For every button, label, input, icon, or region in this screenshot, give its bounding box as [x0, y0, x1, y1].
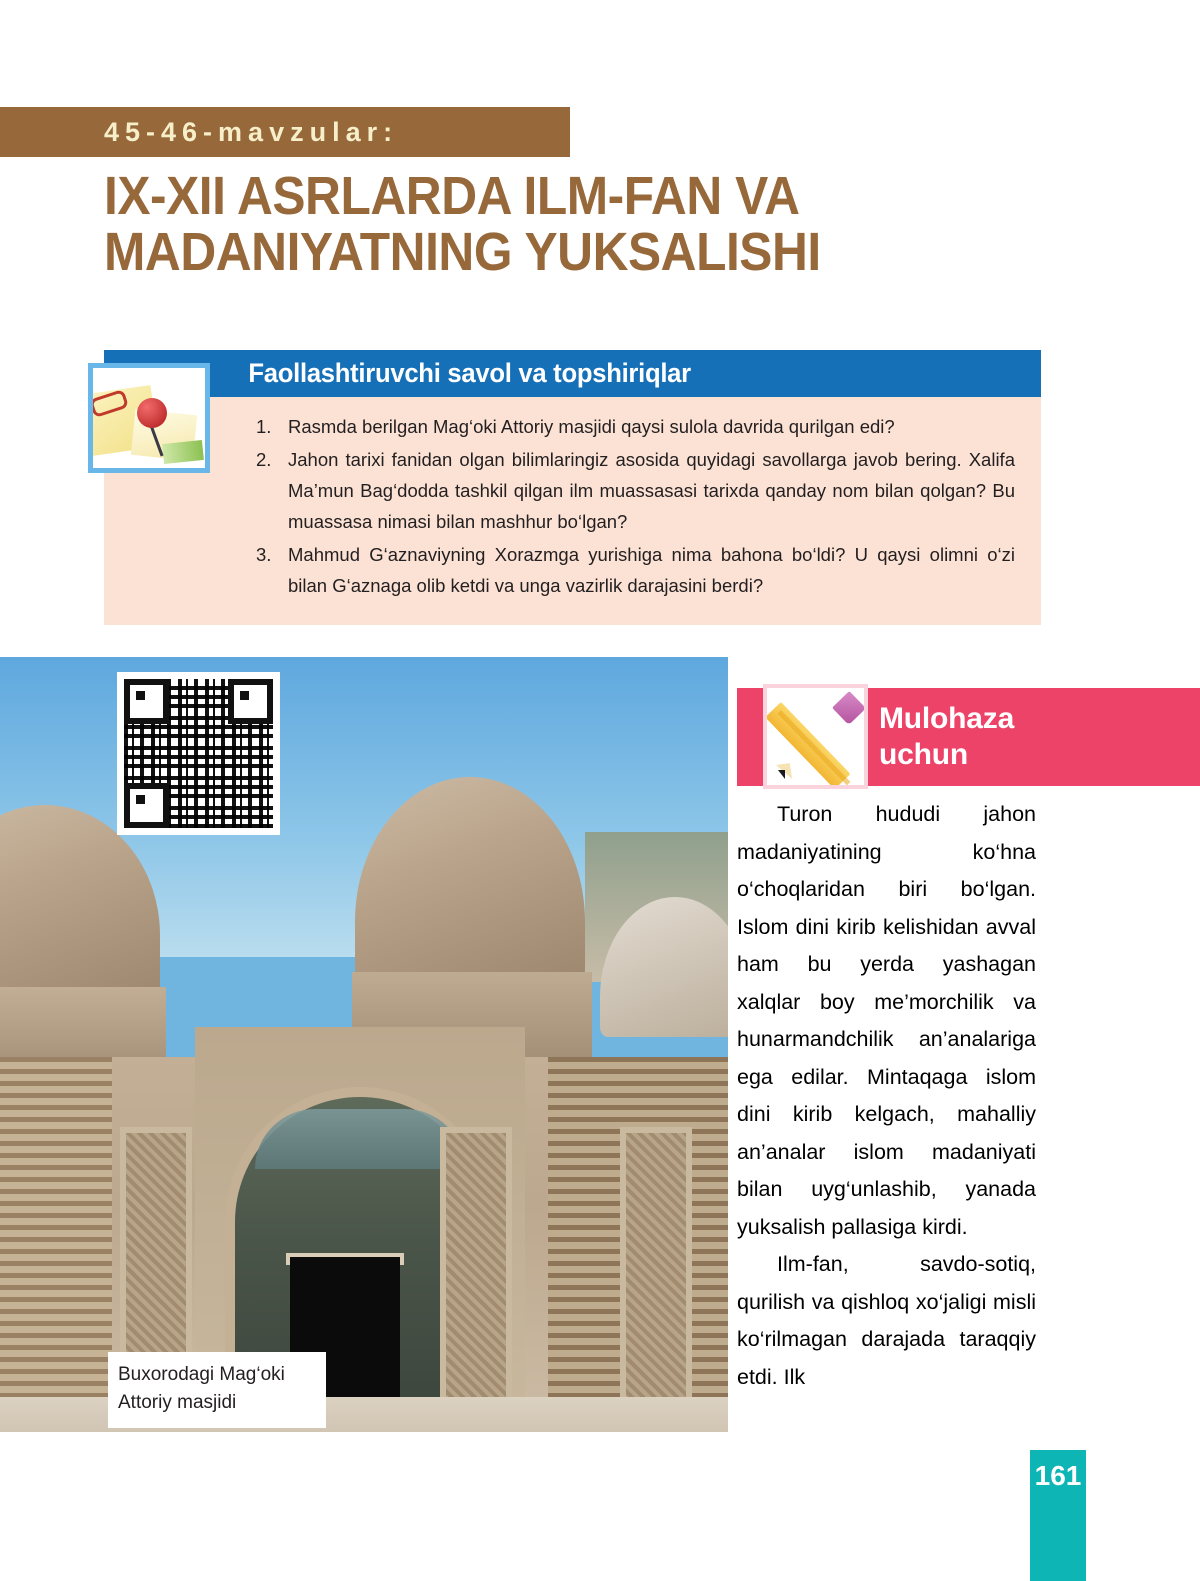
pencil-lead	[778, 770, 785, 779]
qr-finder-top-right	[228, 679, 273, 724]
pushpin-icon	[137, 398, 167, 428]
question-text: Jahon tarixi fanidan olgan bilimlaringiz asosida quyidagi savollarga javob bering. Xalifa Ma’mun Bag‘dodda tashkil qilgan ilm muassasasi tarixda qanday nom bilan qolgan? Bu muassasa nimasi bilan mashhur bo‘lgan?	[288, 449, 1015, 532]
question-text: Mahmud G‘aznaviyning Xorazmga yurishiga nima bahona bo‘ldi? U qaysi olimni o‘zi bilan G‘aznaga olib ketdi va unga vazirlik darajasini berdi?	[288, 544, 1015, 596]
decorative-panel	[620, 1127, 692, 1417]
reflection-body	[737, 796, 1036, 1396]
page-title-line-1: IX-XII ASRLARDA ILM-FAN VA	[104, 166, 800, 226]
page-number: 161	[1034, 1460, 1082, 1491]
sticky-note-shape	[162, 440, 204, 464]
list-item	[256, 539, 1015, 601]
decorative-panel	[440, 1127, 512, 1417]
question-number: 3.	[256, 544, 272, 565]
question-number: 1.	[256, 416, 272, 437]
qr-code-icon[interactable]	[117, 672, 280, 835]
topic-banner-label: 45-46-mavzular:	[104, 116, 399, 147]
list-item	[256, 411, 1015, 442]
mosque-photo	[0, 657, 728, 1432]
activation-header-title: Faollashtiruvchi savol va topshiriqlar	[248, 358, 691, 388]
arch-inscription-band	[255, 1109, 465, 1169]
list-item	[256, 444, 1015, 537]
qr-finder-top-left	[124, 679, 169, 724]
reflection-title-line-1: Mulohaza	[879, 702, 1015, 735]
activation-header	[104, 350, 1041, 397]
paragraph: Turon hududi jahon madaniyatining ko‘hna o‘choqlaridan biri bo‘lgan. Islom dini kirib kelishidan avval ham bu yerda yashagan xalqlar boy me’morchilik va hunarmandchilik an’analariga ega edilar. Mintaqaga islom dini kirib kelgach, mahalliy an’analar islom madaniyati bilan uyg‘unlashib, yanada yuksalish pallasiga kirdi.	[737, 802, 1036, 1239]
paragraph: Ilm-fan, savdo-sotiq, qurilish va qishloq xo‘jaligi misli ko‘rilmagan darajada taraqqiy etdi. Ilk	[737, 1252, 1036, 1389]
question-number: 2.	[256, 449, 272, 470]
question-text: Rasmda berilgan Mag‘oki Attoriy masjidi qaysi sulola davrida qurilgan edi?	[288, 416, 895, 437]
page-title-line-2: MADANIYATNING YUKSALISHI	[104, 222, 821, 282]
photo-caption: Buxorodagi Mag‘oki Attoriy masjidi	[108, 1352, 326, 1428]
reflection-header	[737, 688, 1200, 786]
activation-box	[104, 350, 1041, 625]
page-title	[104, 168, 1024, 280]
notepad-pushpin-icon	[88, 363, 210, 473]
topic-banner	[0, 107, 570, 157]
qr-finder-bottom-left	[124, 783, 169, 828]
brick-column	[0, 1057, 112, 1432]
page-number-badge	[1030, 1450, 1086, 1581]
activation-question-list	[104, 397, 1041, 625]
pencil-eraser	[832, 691, 866, 725]
pencil-icon	[763, 684, 868, 789]
reflection-title-line-2: uchun	[879, 738, 968, 771]
qr-code-pattern	[124, 679, 273, 828]
